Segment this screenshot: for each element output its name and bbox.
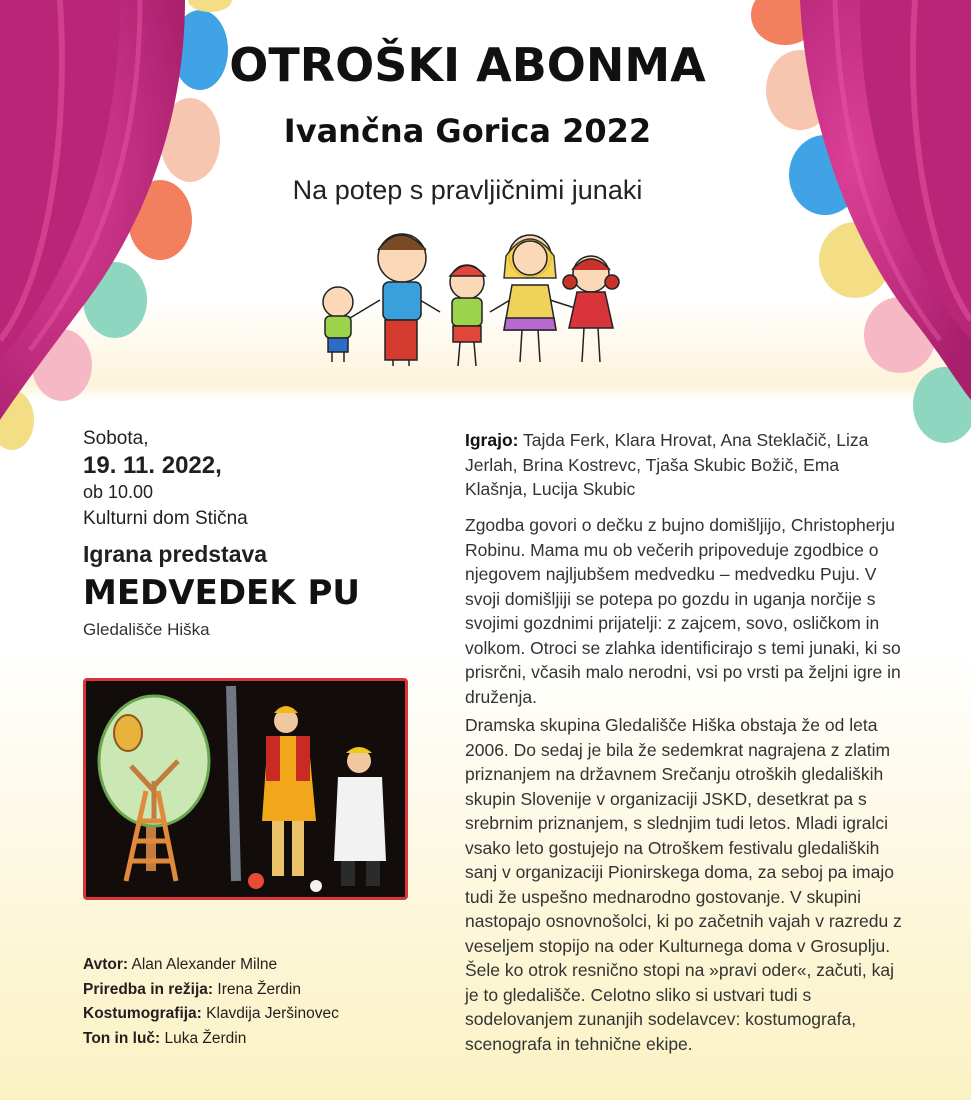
cast-names: Tajda Ferk, Klara Hrovat, Ana Steklačič, Liza Jerlah, Brina Kostrevc, Tjaša Skubic Božič, Ema Klašnja, Lucija Skubic	[465, 430, 869, 499]
description-paragraph: Dramska skupina Gledališče Hiška obstaja že od leta 2006. Do sedaj je bila že sedemkrat nagrajena z zlatim priznanjem na državnem Srečanju otroških gledaliških skupin Slovenije v organizaciji JSKD, desetkrat pa s srebrnim priznanjem, s slednjim tudi letos. Mladi igralci vsako leto gostujejo na Otroškem festivalu gledaliških sanj v organizaciji Pionirskega doma, za seboj pa imajo tudi že uspešno mednarodno gostovanje. V skupini nastopajo osnovnošolci, ki po začetnih vajah v razredu z veseljem stopijo na oder Kulturnega doma v Grosuplju. Šele ko otrok resnično stopi na »pravi oder«, začuti, kaj je to gledališče. Celotno sliko si ustvari tudi s sodelovanjem zunanjih sodelavcev: kostumografa, scenografa in tehnične ekipe.	[465, 715, 902, 1054]
show-title: MEDVEDEK PU	[83, 573, 360, 613]
credits-list	[83, 953, 339, 1051]
poster-subtitle: Ivančna Gorica 2022	[283, 112, 652, 150]
credit-row: Ton in luč: Luka Žerdin	[83, 1029, 247, 1047]
stage-photo-illustration	[86, 681, 405, 897]
description-paragraph: Zgodba govori o dečku z bujno domišljijo, Christopherju Robinu. Mama mu ob večerih pripoveduje zgodbice o njegovem najljubšem medvedku – medvedku Puju. V svoji domišljiji se potepa po gozdu in uganja norčije s svojimi gozdnimi prijatelji: z zajcem, sovo, osličkom in volkom. Otroci se zlahka identificirajo s temi junaki, ki so prisrčni, včasih malo nerodni, vsi po vrsti pa željni igre in druženja.	[465, 515, 901, 707]
cast-label: Igrajo:	[465, 430, 519, 450]
credit-row: Avtor: Alan Alexander Milne	[83, 956, 278, 973]
poster-tagline: Na potep s pravljičnimi junaki	[292, 175, 643, 205]
event-venue: Kulturni dom Stična	[83, 508, 248, 529]
event-time: ob 10.00	[83, 482, 154, 502]
stage-photo	[83, 678, 408, 900]
event-date: 19. 11. 2022,	[83, 452, 222, 479]
event-day: Sobota,	[83, 428, 149, 449]
credit-row: Kostumografija: Klavdija Jeršinovec	[83, 1005, 339, 1022]
troupe-name: Gledališče Hiška	[83, 620, 210, 639]
children-illustration	[323, 234, 619, 366]
cast-list	[465, 428, 905, 502]
credit-row: Priredba in režija: Irena Žerdin	[83, 980, 301, 998]
poster-title: OTROŠKI ABONMA	[229, 38, 706, 92]
show-type: Igrana predstava	[83, 541, 268, 567]
